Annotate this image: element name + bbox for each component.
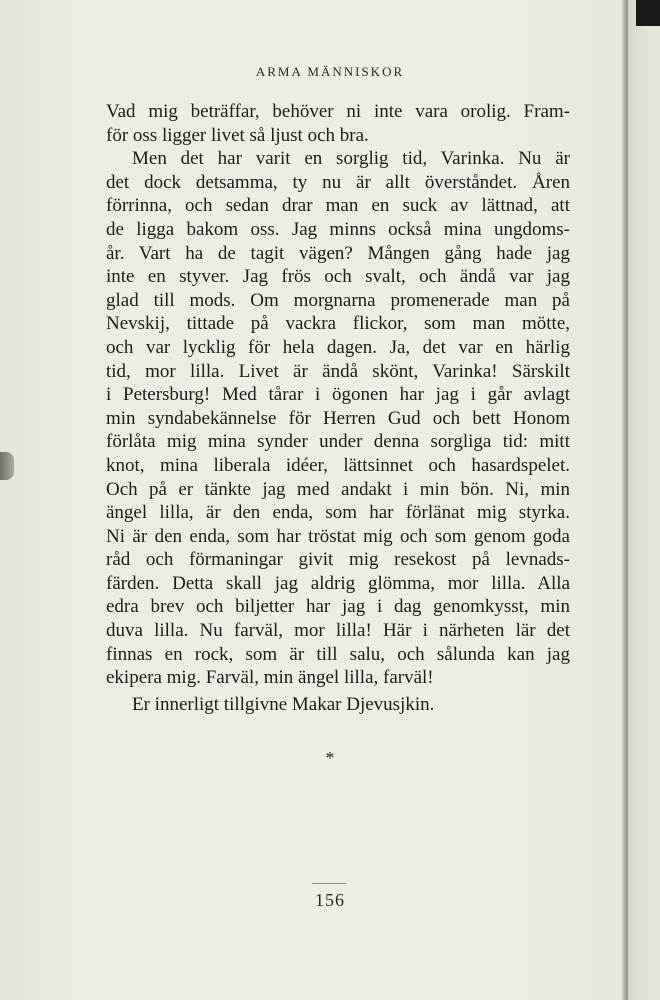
text-line: Och på er tänkte jag med andakt i min bön. Ni, min	[106, 478, 570, 500]
text-line: knot, mina liberala idéer, lättsinnet och hasardspelet.	[106, 454, 570, 476]
text-line: färden. Detta skall jag aldrig glömma, mor lilla. Alla	[106, 572, 570, 594]
text-line: ekipera mig. Farväl, min ängel lilla, farväl!	[106, 667, 434, 689]
footer-rule	[312, 883, 346, 884]
binding-clip-mark	[0, 452, 14, 480]
text-line: år. Vart ha de tagit vägen? Mången gång hade jag	[106, 242, 570, 264]
page-number: 156	[315, 890, 345, 910]
text-line: Men det har varit en sorglig tid, Varinka. Nu är	[132, 148, 570, 170]
letter-signature: Er innerligt tillgivne Makar Djevusjkin.	[132, 694, 435, 715]
text-line: Vad mig beträffar, behöver ni inte vara orolig. Fram-	[106, 101, 570, 122]
background-corner	[636, 0, 660, 26]
text-line: i Petersburg! Med tårar i ögonen har jag i går avlagt	[106, 384, 570, 406]
facing-page-edge	[628, 0, 660, 1000]
text-line: Nevskij, tittade på vackra flickor, som man mötte,	[106, 313, 570, 335]
running-head: ARMA MÄNNISKOR	[255, 64, 405, 79]
text-line: förlåta mig mina synder under denna sorgliga tid: mitt	[106, 431, 570, 453]
section-separator: *	[325, 748, 335, 768]
text-line: min syndabekännelse för Herren Gud och bett Honom	[106, 407, 570, 429]
text-line: duva lilla. Nu farväl, mor lilla! Här i närheten lär det	[106, 620, 570, 642]
text-line: edra brev och biljetter har jag i dag genomkysst, min	[106, 596, 570, 618]
text-line: tid, mor lilla. Livet är ändå skönt, Varinka! Särskilt	[106, 360, 570, 382]
text-line: och var lycklig för hela dagen. Ja, det var en härlig	[106, 336, 570, 358]
text-line: det dock detsamma, ty nu är allt överståndet. Åren	[106, 171, 570, 193]
text-line: förrinna, och sedan drar man en suck av lättnad, att	[106, 195, 570, 217]
text-line: ängel lilla, är den enda, som har förlänat mig styrka.	[106, 502, 570, 524]
text-line: för oss ligger livet så ljust och bra.	[106, 124, 369, 146]
text-line: de ligga bakom oss. Jag minns också mina ungdoms-	[106, 218, 570, 240]
letter-body	[106, 100, 570, 690]
text-line: Ni är den enda, som har tröstat mig och som genom goda	[106, 525, 570, 547]
text-line: glad till mods. Om morgnarna promenerade man på	[106, 289, 570, 311]
text-line: inte en styver. Jag frös och svalt, och ändå var jag	[106, 266, 570, 288]
text-line: finnas en rock, som är till salu, och sålunda kan jag	[106, 643, 570, 665]
text-line: råd och förmaningar givit mig resekost på levnads-	[106, 549, 570, 571]
